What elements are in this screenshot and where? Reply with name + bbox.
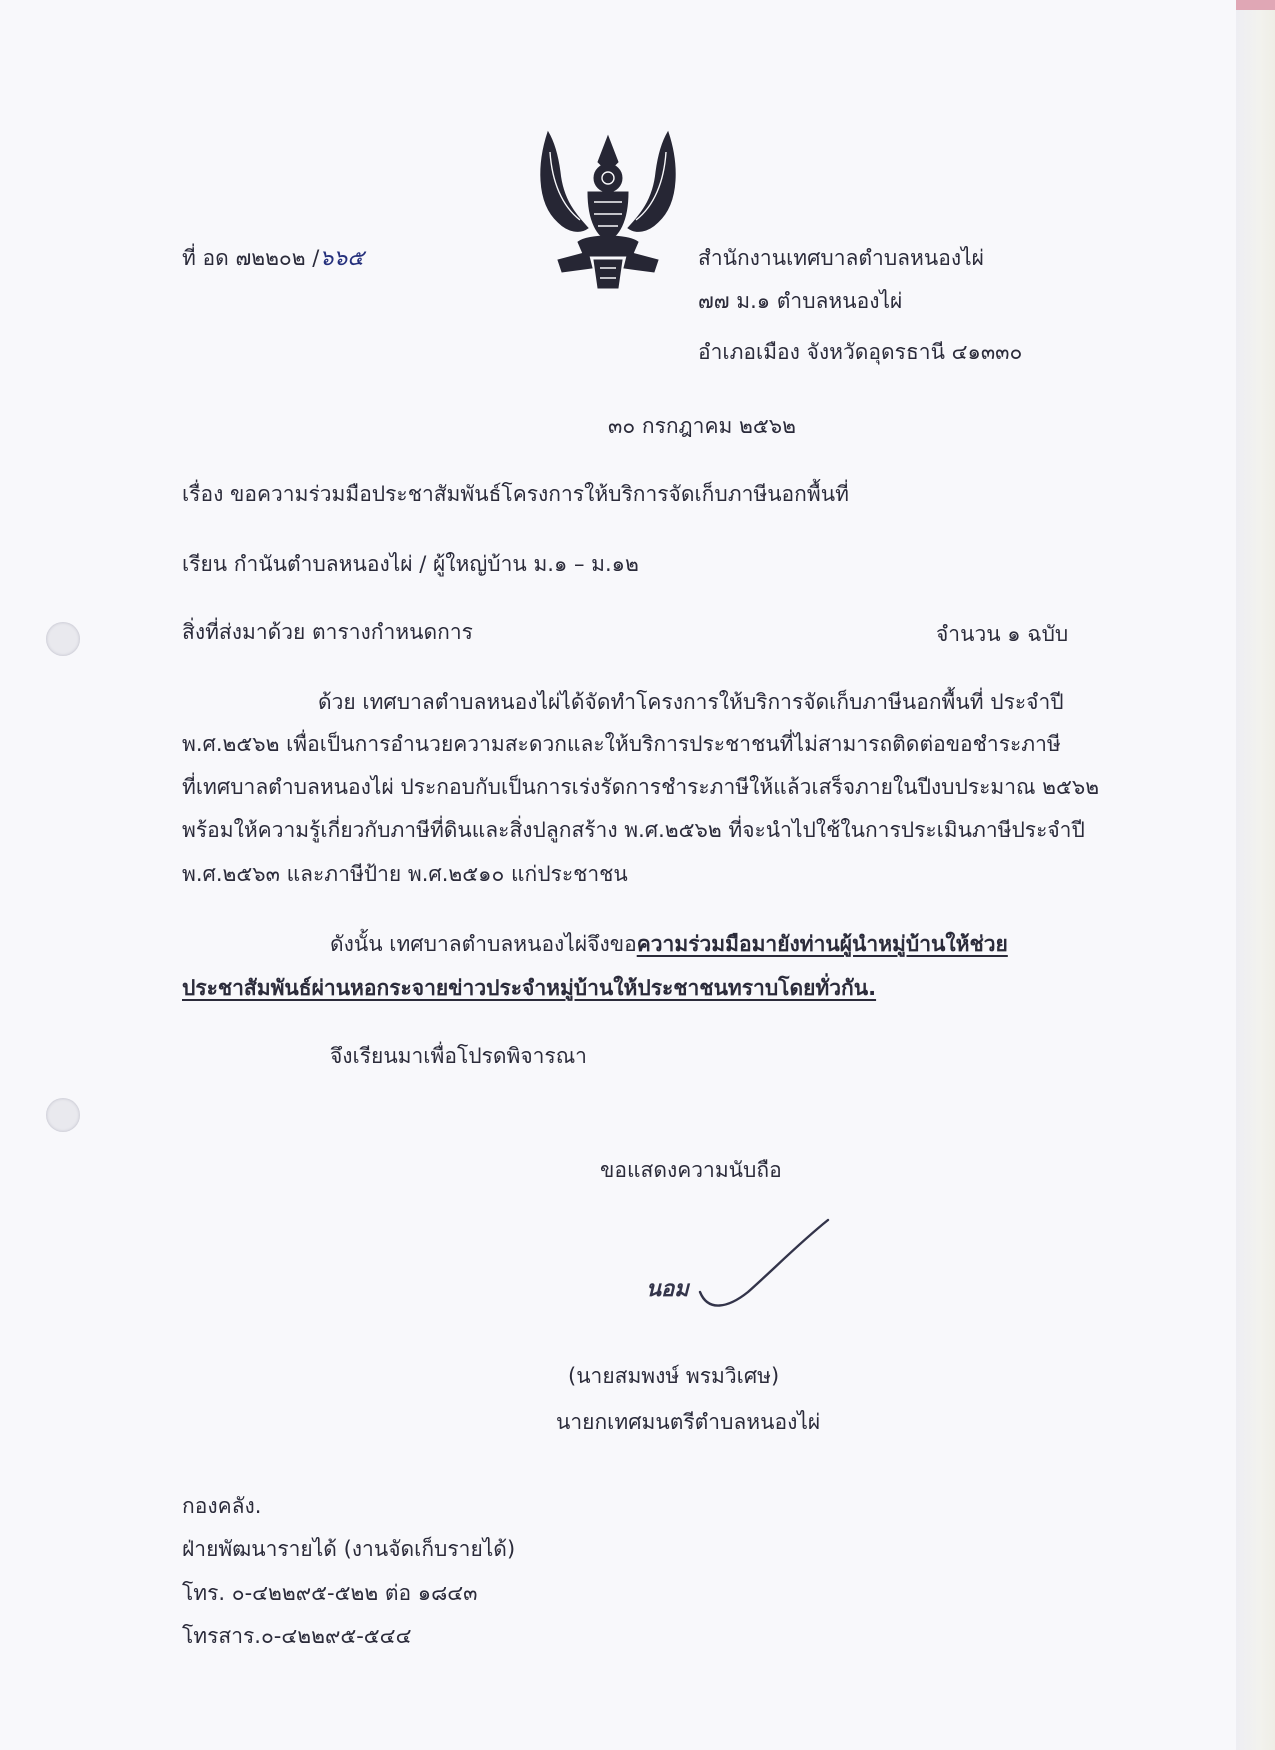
signer-name: (นายสมพงษ์ พรมวิเศษ) — [568, 1364, 780, 1388]
paragraph1-line: ด้วย เทศบาลตำบลหนองไผ่ได้จัดทำโครงการให้บริการจัดเก็บภาษีนอกพื้นที่ ประจำปี — [318, 690, 1064, 714]
garuda-emblem — [528, 122, 688, 292]
closing-request: จึงเรียนมาเพื่อโปรดพิจารณา — [330, 1044, 587, 1068]
subject-line: เรื่อง ขอความร่วมมือประชาสัมพันธ์โครงการให้บริการจัดเก็บภาษีนอกพื้นที่ — [182, 482, 849, 506]
enclosure-line: สิ่งที่ส่งมาด้วย ตารางกำหนดการ — [182, 620, 473, 644]
punch-hole — [46, 1098, 80, 1132]
complimentary-close: ขอแสดงความนับถือ — [600, 1158, 782, 1182]
footer-fax: โทรสาร.๐-๔๒๒๙๕-๕๔๔ — [182, 1624, 412, 1648]
paragraph1-line: พ.ศ.๒๕๖๒ เพื่อเป็นการอำนวยความสะดวกและให้บริการประชาชนที่ไม่สามารถติดต่อขอชำระภาษี — [182, 732, 1061, 756]
reference-prefix: ที่ อด ๗๒๒๐๒ / — [182, 246, 320, 270]
footer-section: ฝ่ายพัฒนารายได้ (งานจัดเก็บรายได้) — [182, 1537, 516, 1561]
paper-edge — [1236, 0, 1275, 1750]
sender-office: สำนักงานเทศบาลตำบลหนองไผ่ — [698, 246, 984, 270]
footer-phone: โทร. ๐-๔๒๒๙๕-๕๒๒ ต่อ ๑๘๔๓ — [182, 1581, 478, 1605]
signature — [638, 1212, 838, 1312]
reference-hand-number: ๖๖๕ — [319, 246, 364, 271]
paragraph2-emphasis: ความร่วมมือมายังท่านผู้นำหมู่บ้านให้ช่วย — [636, 932, 1008, 956]
punch-hole — [46, 622, 80, 656]
paragraph1-line: พ.ศ.๒๕๖๓ และภาษีป้าย พ.ศ.๒๕๑๐ แก่ประชาชน — [182, 862, 628, 886]
sender-address-line2: อำเภอเมือง จังหวัดอุดรธานี ๔๑๓๓๐ — [698, 340, 1023, 364]
paragraph1-line: พร้อมให้ความรู้เกี่ยวกับภาษีที่ดินและสิ่งปลูกสร้าง พ.ศ.๒๕๖๒ ที่จะนำไปใช้ในการประเมินภาษีประจำปี — [182, 818, 1085, 842]
signature-scrawl: นอม — [646, 1276, 689, 1302]
letter-date: ๓๐ กรกฎาคม ๒๕๖๒ — [608, 414, 796, 438]
enclosure-count: จำนวน ๑ ฉบับ — [936, 622, 1069, 646]
paper-edge-mark — [1236, 0, 1275, 10]
recipient-line: เรียน กำนันตำบลหนองไผ่ / ผู้ใหญ่บ้าน ม.๑ – ม.๑๒ — [182, 552, 639, 576]
paragraph1-line: ที่เทศบาลตำบลหนองไผ่ ประกอบกับเป็นการเร่งรัดการชำระภาษีให้แล้วเสร็จภายในปีงบประมาณ ๒๕๖๒ — [182, 775, 1100, 799]
signer-title: นายกเทศมนตรีตำบลหนองไผ่ — [556, 1410, 821, 1434]
sender-address-line1: ๗๗ ม.๑ ตำบลหนองไผ่ — [698, 289, 903, 313]
footer-department: กองคลัง. — [182, 1494, 262, 1518]
reference-number — [182, 244, 364, 273]
paragraph2-line1 — [330, 930, 1008, 958]
paragraph2-emphasis-line2: ประชาสัมพันธ์ผ่านหอกระจายข่าวประจำหมู่บ้านให้ประชาชนทราบโดยทั่วกัน. — [182, 976, 877, 1000]
paragraph2-prefix: ดังนั้น เทศบาลตำบลหนองไผ่จึงขอ — [330, 932, 637, 956]
